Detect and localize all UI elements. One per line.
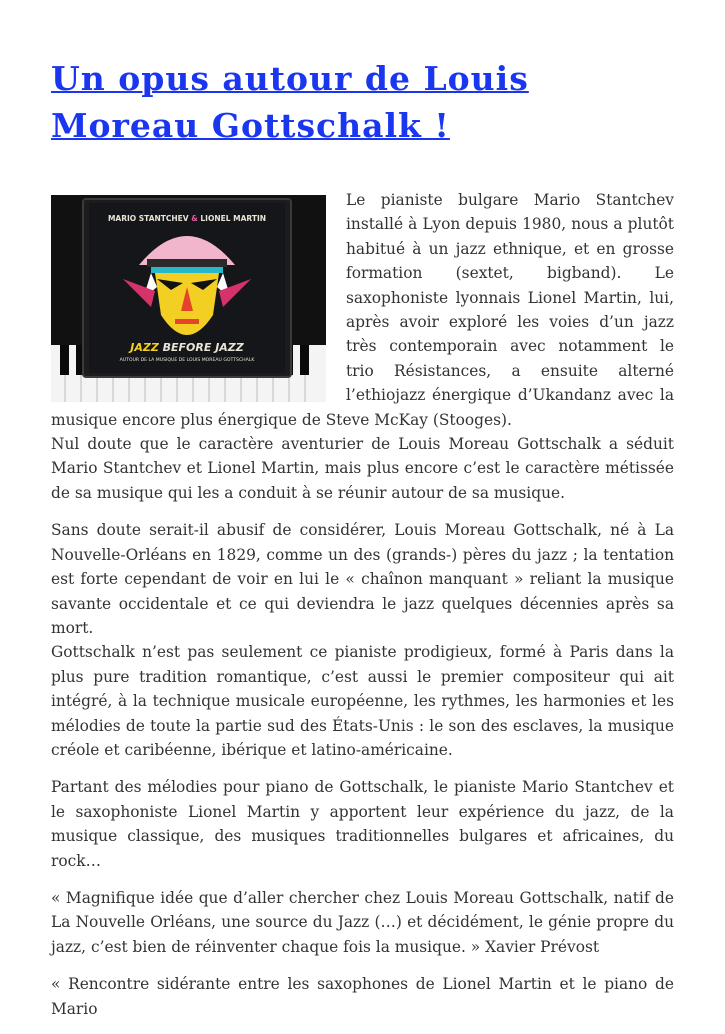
article-title: [51, 55, 676, 149]
paragraph-5: Partant des mélodies pour piano de Gottschalk, le pianiste Mario Stantchev et le saxophoniste Lionel Martin y apportent leur expérience du jazz, de la musique classique, des musiques traditionnelles bulgares et africaines, du rock…: [51, 778, 674, 870]
article-title-link[interactable]: Un opus autour de Louis Moreau Gottschalk !: [51, 59, 529, 145]
quote-partial: « Rencontre sidérante entre les saxophones de Lionel Martin et le piano de Mario: [51, 975, 674, 1018]
article-content: [51, 188, 674, 1034]
svg-text:AUTOUR DE LA MUSIQUE DE LOUIS: AUTOUR DE LA MUSIQUE DE LOUIS MOREAU GOTTSCHALK: [119, 358, 255, 363]
paragraph-3: Sans doute serait-il abusif de considérer, Louis Moreau Gottschalk, né à La Nouvelle-Orléans en 1829, comme un des (grands-) pères du jazz ; la tentation est forte cependant de voir en lui le « chaînon manquant » reliant la musique savante occidentale et ce qui deviendra le jazz quelques décennies après sa mort.: [51, 521, 674, 637]
quote-xavier-prevost: « Magnifique idée que d’aller chercher chez Louis Moreau Gottschalk, natif de La Nouvelle Orléans, une source du Jazz (…) et décidément, le génie propre du jazz, c’est bien de réinventer chaque fois la musique. » Xavier Prévost: [51, 888, 674, 956]
paragraph-intro: Le pianiste bulgare Mario Stantchev installé à Lyon depuis 1980, nous a plutôt habitué à un jazz ethnique, et en grosse formation (sextet, bigband). Le saxophoniste lyonnais Lionel Martin, lui, après avoir exploré les voies d’un jazz très contemporain avec notamment le trio Résistances, a ensuite alterné l’ethiojazz énergique d’Ukandanz avec la musique encore plus énergique de Steve McKay (Stooges).: [51, 191, 674, 429]
paragraph-2: Nul doute que le caractère aventurier de Louis Moreau Gottschalk a séduit Mario Stantchev et Lionel Martin, mais plus encore c’est le caractère métissée de sa musique qui les a conduit à se réunir autour de sa musique.: [51, 435, 674, 502]
svg-text:MARIO STANTCHEV & LIONEL MARTI: MARIO STANTCHEV & LIONEL MARTIN: [107, 214, 267, 223]
svg-text:JAZZ BEFORE JAZZ: JAZZ BEFORE JAZZ: [130, 341, 244, 354]
paragraph-4: Gottschalk n’est pas seulement ce pianiste prodigieux, formé à Paris dans la plus pure tradition romantique, c’est aussi le premier compositeur qui ait intégré, à la technique musicale européenne, les rythmes, les harmonies et les mélodies de toute la partie sud des États-Unis : le son des esclaves, la musique créole et caribéenne, ibérique et latino-américaine.: [51, 643, 674, 759]
album-cover-image: [51, 195, 326, 402]
